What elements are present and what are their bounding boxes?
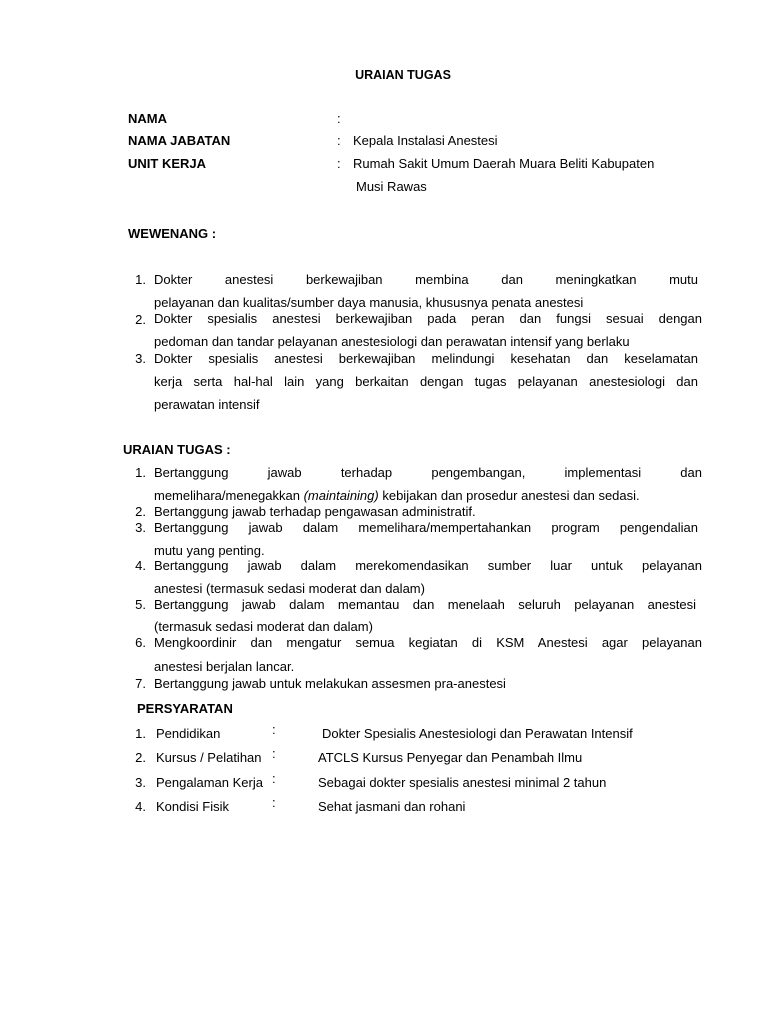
list-item-text-cont: anestesi (termasuk sedasi moderat dan dalam) — [154, 581, 425, 596]
list-number: 1. — [135, 465, 146, 480]
list-item-text: Dokter spesialis anestesi berkewajiban pada peran dan fungsi sesuai dengan — [154, 311, 702, 326]
requirement-colon: : — [272, 722, 276, 737]
list-number: 6. — [135, 635, 146, 650]
requirement-colon: : — [272, 771, 276, 786]
requirement-value: ATCLS Kursus Penyegar dan Penambah Ilmu — [318, 750, 583, 765]
text-run: memelihara/menegakkan — [154, 488, 304, 503]
list-number: 1. — [135, 726, 146, 741]
nama-label: NAMA — [128, 111, 167, 126]
list-item-text-cont: (termasuk sedasi moderat dan dalam) — [154, 619, 373, 634]
requirement-value: Sebagai dokter spesialis anestesi minimal 2 tahun — [318, 775, 607, 790]
list-number: 7. — [135, 676, 146, 691]
wewenang-heading: WEWENANG : — [128, 226, 217, 241]
requirement-label: Pengalaman Kerja — [156, 775, 263, 790]
requirement-label: Kondisi Fisik — [156, 799, 229, 814]
document-title: URAIAN TUGAS — [355, 68, 451, 82]
persyaratan-heading: PERSYARATAN — [137, 701, 233, 716]
unit-kerja-value-line2: Musi Rawas — [356, 179, 427, 194]
list-item-text: Dokter anestesi berkewajiban membina dan meningkatkan mutu — [154, 272, 698, 287]
requirement-colon: : — [272, 746, 276, 761]
list-item-text: Dokter spesialis anestesi berkewajiban melindungi kesehatan dan keselamatan — [154, 351, 698, 366]
italic-term: (maintaining) — [303, 488, 379, 503]
list-item-text: Bertanggung jawab dalam memantau dan menelaah seluruh pelayanan anestesi — [154, 597, 696, 612]
list-number: 2. — [135, 504, 146, 519]
requirement-value: Dokter Spesialis Anestesiologi dan Perawatan Intensif — [322, 726, 633, 741]
list-item-text-cont: perawatan intensif — [154, 397, 260, 412]
list-item-text-cont: anestesi berjalan lancar. — [154, 659, 295, 674]
unit-kerja-colon: : — [337, 156, 341, 171]
list-number: 2. — [135, 312, 146, 327]
requirement-label: Kursus / Pelatihan — [156, 750, 262, 765]
jabatan-label: NAMA JABATAN — [128, 133, 231, 148]
list-item-text: Bertanggung jawab dalam merekomendasikan sumber luar untuk pelayanan — [154, 558, 702, 573]
list-number: 1. — [135, 272, 146, 287]
text-run: kebijakan dan prosedur anestesi dan sedasi. — [378, 488, 640, 503]
list-item-text: Bertanggung jawab dalam memelihara/mempertahankan program pengendalian — [154, 520, 698, 535]
jabatan-colon: : — [337, 133, 341, 148]
unit-kerja-value-line1: Rumah Sakit Umum Daerah Muara Beliti Kabupaten — [353, 156, 655, 171]
list-number: 3. — [135, 520, 146, 535]
unit-kerja-label: UNIT KERJA — [128, 156, 207, 171]
list-number: 4. — [135, 799, 146, 814]
list-number: 2. — [135, 750, 146, 765]
list-item-text: Bertanggung jawab untuk melakukan assesmen pra-anestesi — [154, 676, 506, 691]
requirement-label: Pendidikan — [156, 726, 221, 741]
list-item-text-cont: pelayanan dan kualitas/sumber daya manusia, khususnya penata anestesi — [154, 295, 584, 310]
list-item-text-cont: mutu yang penting. — [154, 543, 265, 558]
list-item-text-cont: pedoman dan tandar pelayanan anestesiologi dan perawatan intensif yang berlaku — [154, 334, 630, 349]
requirement-value: Sehat jasmani dan rohani — [318, 799, 466, 814]
jabatan-value: Kepala Instalasi Anestesi — [353, 133, 498, 148]
uraian-tugas-heading: URAIAN TUGAS : — [123, 442, 231, 457]
list-number: 4. — [135, 558, 146, 573]
list-number: 5. — [135, 597, 146, 612]
list-item-text: Bertanggung jawab terhadap pengawasan administratif. — [154, 504, 476, 519]
list-number: 3. — [135, 351, 146, 366]
list-item-text: Bertanggung jawab terhadap pengembangan, implementasi dan — [154, 465, 702, 480]
list-item-text-cont: kerja serta hal-hal lain yang berkaitan dengan tugas pelayanan anestesiologi dan — [154, 374, 698, 389]
nama-colon: : — [337, 111, 341, 126]
list-item-text: Mengkoordinir dan mengatur semua kegiatan di KSM Anestesi agar pelayanan — [154, 635, 702, 650]
list-item-text-cont — [154, 488, 640, 503]
list-number: 3. — [135, 775, 146, 790]
requirement-colon: : — [272, 795, 276, 810]
